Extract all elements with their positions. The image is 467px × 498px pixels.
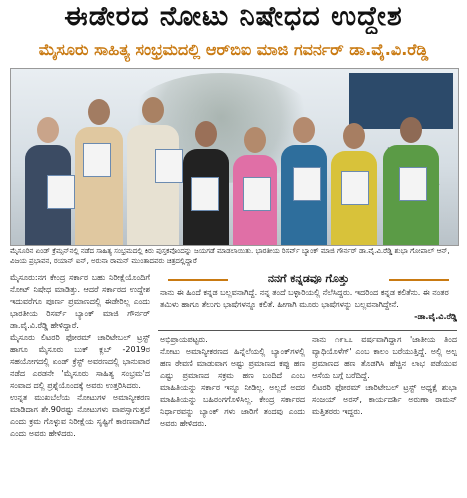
headline: ಈಡೇರದ ನೋಟು ನಿಷೇಧದ ಉದ್ದೇಶ [64, 1, 403, 32]
guest-figure [75, 99, 123, 245]
guest-figure [127, 97, 179, 245]
article-paragraph: ಮೈಸೂರು ಲಿಟರರಿ ಫೋರಮ್ ಚಾರಿಟೇಬಲ್ ಟ್ರಸ್ಟ್ ಹಾಗೂ ಮೈಸೂರು ಬುಕ್ ಕ್ಲಬ್ -2019ರ ಸಹಯೋಗದಲ್ಲಿ ಏಂಡ್ ಕ್ರೆಸ್ಟ್ ಅವರಣದಲ್ಲಿ ಭಾನುವಾರ ನಡೆದ ಎರಡನೇ 'ಮೈಸೂರು ಸಾಹಿತ್ಯ ಸಂಭ್ರಮ'ದ ಸಂವಾದ ದಲ್ಲಿ ಪ್ರಶ್ನೆಯೊಂದಕ್ಕೆ ಅವರು ಉತ್ತರಿಸಿದರು. [10, 333, 150, 390]
guest-figure [25, 117, 71, 245]
guest-figure [183, 121, 229, 245]
article-column-2 [160, 334, 305, 496]
article-column-3 [312, 334, 457, 496]
subheadline: ಮೈಸೂರು ಸಾಹಿತ್ಯ ಸಂಭ್ರಮದಲ್ಲಿ ಆರ್‌ಬಿಐ ಮಾಜಿ ಗವರ್ನರ್ ಡಾ.ವೈ.ವಿ.ರೆಡ್ಡಿ [38, 40, 429, 59]
guest-figure [233, 127, 277, 245]
article-column-1 [10, 272, 150, 496]
guest-figure [383, 117, 439, 245]
section-divider [158, 330, 457, 331]
article-paragraph: ನೋಟು ಅಮಾನ್ಯೀಕರಣದ ಹಿನ್ನೆಲೆಯಲ್ಲಿ ಬ್ಯಾಂಕ್‌ಗಳಲ್ಲಿ ಹಣ ಠೇವಣಿ ಮಾಡುವಾಗ ಅಷ್ಟು ಪ್ರಮಾಣದ ಕಪ್ಪು ಹಣ ಎಷ್ಟು ಪ್ರಮಾಣದ ಸಕ್ರಮ ಹಣ ಬಂದಿದೆ ಎಂಬ ಮಾಹಿತಿಯನ್ನು ಸರ್ಕಾರ ಇನ್ನೂ ನೀಡಿಲ್ಲ. ಅಲ್ಲದೆ ಅದರ ಮಾಹಿತಿಯನ್ನು ಬಹಿರಂಗಗೊಳಿಸಿಲ್ಲ. ಕೇಂದ್ರ ಸರ್ಕಾರದ ನಿರ್ಧಾರವನ್ನು ಬ್ಯಾಂಕ್ ಗಳು ಜಾರಿಗೆ ತಂದವು ಎಂದು ಅವರು ಹೇಳಿದರು. [160, 347, 305, 428]
article-paragraph: ಉನ್ನತ ಮುಖಬೆಲೆಯ ನೋಟುಗಳ ಅಮಾನ್ಯೀಕರಣ ಮಾಡಿದಾಗ ಶೇ.90ರಷ್ಟು ನೋಟುಗಳು ವಾಪಸ್ಸಾಗುತ್ತವೆ ಎಂದು ಕ್ರಮ ಗೊಳ್ಳುವ ನಿರೀಕ್ಷೆಯ ಸೃಷ್ಟಿಗೆ ಕಾರಣವಾಗಿದೆ ಎಂದು ಅವರು ಹೇಳಿದರು. [10, 393, 150, 438]
photo-caption: ಮೈಸೂರಿನ ಏಂಡ್ ಕ್ರೆಮ್ಸನ್‌ನಲ್ಲಿ ನಡೆದ ಸಾಹಿತ್ಯ ಸಂಭ್ರಮದಲ್ಲಿ ಕಿರು ಪುಸ್ತಕವೊಂದನ್ನು ಜಯಗಡೆ ಮಾಡಲಾಯಿತು. ಭಾರತೀಯ ರಿಸರ್ವ್ ಬ್ಯಾಂಕ್ ಮಾಜಿ ಗೌರ್ನರ್ ಡಾ.ವೈ.ವಿ.ರೆಡ್ಡಿ ಶುಭಾ ಗೋಪಾಲ್ ಆನ್, ವಿಜಯ ಪ್ರಭಾವನ, ರಯಾನ್ ಐನ್, ಅರುನಾ ರಾಮನ್ ಮುಂತಾದವರು ಚಿತ್ರದಲ್ಲಿದ್ದಾರೆ [10, 247, 450, 265]
guest-figure [331, 123, 377, 245]
article-paragraph: ನಾನು ೧೯೬೭ ವರ್ಷವಾಗಿದ್ದಾಗ 'ಜಾತೀಯ ತಿಂದ ವ್ಯಾಧಿಯೊಳೆಗ್' ಎಂಬ ಕಾಲಂ ಬರೆಯುತ್ತಿದ್ದೆ. ಅಲ್ಲಿ ಅಲ್ಪ ಪ್ರಮಾಣದ ಹಣ ತೊಡಗಿಸಿ ಹೆಚ್ಚಿನ ಲಾಭ ಪಡೆಯುವ ಆಸೆಯ ಬಗ್ಗೆ ಬರೆದಿದ್ದೆ. [312, 335, 457, 380]
sidebar-box-body: ನಾನು ಈ ಹಿಂದೆ ಕನ್ನಡ ಬಲ್ಲವನಾಗಿದ್ದೆ. ನನ್ನ ತಂದೆ ಬಳ್ಳಾರಿಯಲ್ಲಿ ನೆಲೆಸಿದ್ದರು. ಇದರಿಂದ ಕನ್ನಡ ಕಲಿತೆನು. ಈ ನಂತರ ತಮಿಳು ಹಾಗೂ ತೆಲುಗು ಭಾಷೆಗಳನ್ನೂ ಕಲಿತೆ. ಹೀಗಾಗಿ ಮೂರು ಭಾಷೆಗಳನ್ನು ಬಲ್ಲವನಾಗಿದ್ದೇನೆ. -ಡಾ.ವೈ.ವಿ.ರೆಡ್ಡಿ [160, 288, 457, 321]
article-paragraph: ಮೈಸೂರು:ನಗ ಕೇಂದ್ರ ಸರ್ಕಾರ ಬಹು ನಿರೀಕ್ಷೆಯೊಂದಿಗೆ ನೋಟ್ ನಿಷೇಧ ಮಾಡಿತ್ತು. ಆದರೆ ಸರ್ಕಾರದ ಉದ್ದೇಶ ಇದುವರೆಗೂ ಪೂರ್ಣ ಪ್ರಮಾಣದಲ್ಲಿ ಈಡೇರಿಲ್ಲ ಎಂದು ಭಾರತೀಯ ರಿಸರ್ವ್ ಬ್ಯಾಂಕ್ ಮಾಜಿ ಗೌರ್ನರ್ ಡಾ.ವೈ.ವಿ.ರೆಡ್ಡಿ ಹೇಳಿದ್ದಾರೆ. [10, 273, 150, 330]
news-photo [10, 68, 459, 246]
article-paragraph: ಲಿಟರರಿ ಫೋರಮ್ ಚಾರಿಟೇಬಲ್ ಟ್ರಸ್ಟ್ ಅಧ್ಯಕ್ಷೆ ಶುಭಾ ಸಂಜಯ್ ಅರಸ್, ಕಾರ್ಯದರ್ಶಿ ಅರುಣಾ ರಾಮನ್ ಮತ್ತಿತರರು ಇದ್ದರು. [312, 383, 457, 416]
sidebar-box-title: ನನಗೆ ಕನ್ನಡವೂ ಗೊತ್ತು [160, 272, 457, 286]
sidebar-box-signature: -ಡಾ.ವೈ.ವಿ.ರೆಡ್ಡಿ [414, 312, 457, 321]
guest-figure [281, 117, 327, 245]
article-paragraph: ಅಭಿಪ್ರಾಯಪಟ್ಟರು. [160, 335, 208, 344]
